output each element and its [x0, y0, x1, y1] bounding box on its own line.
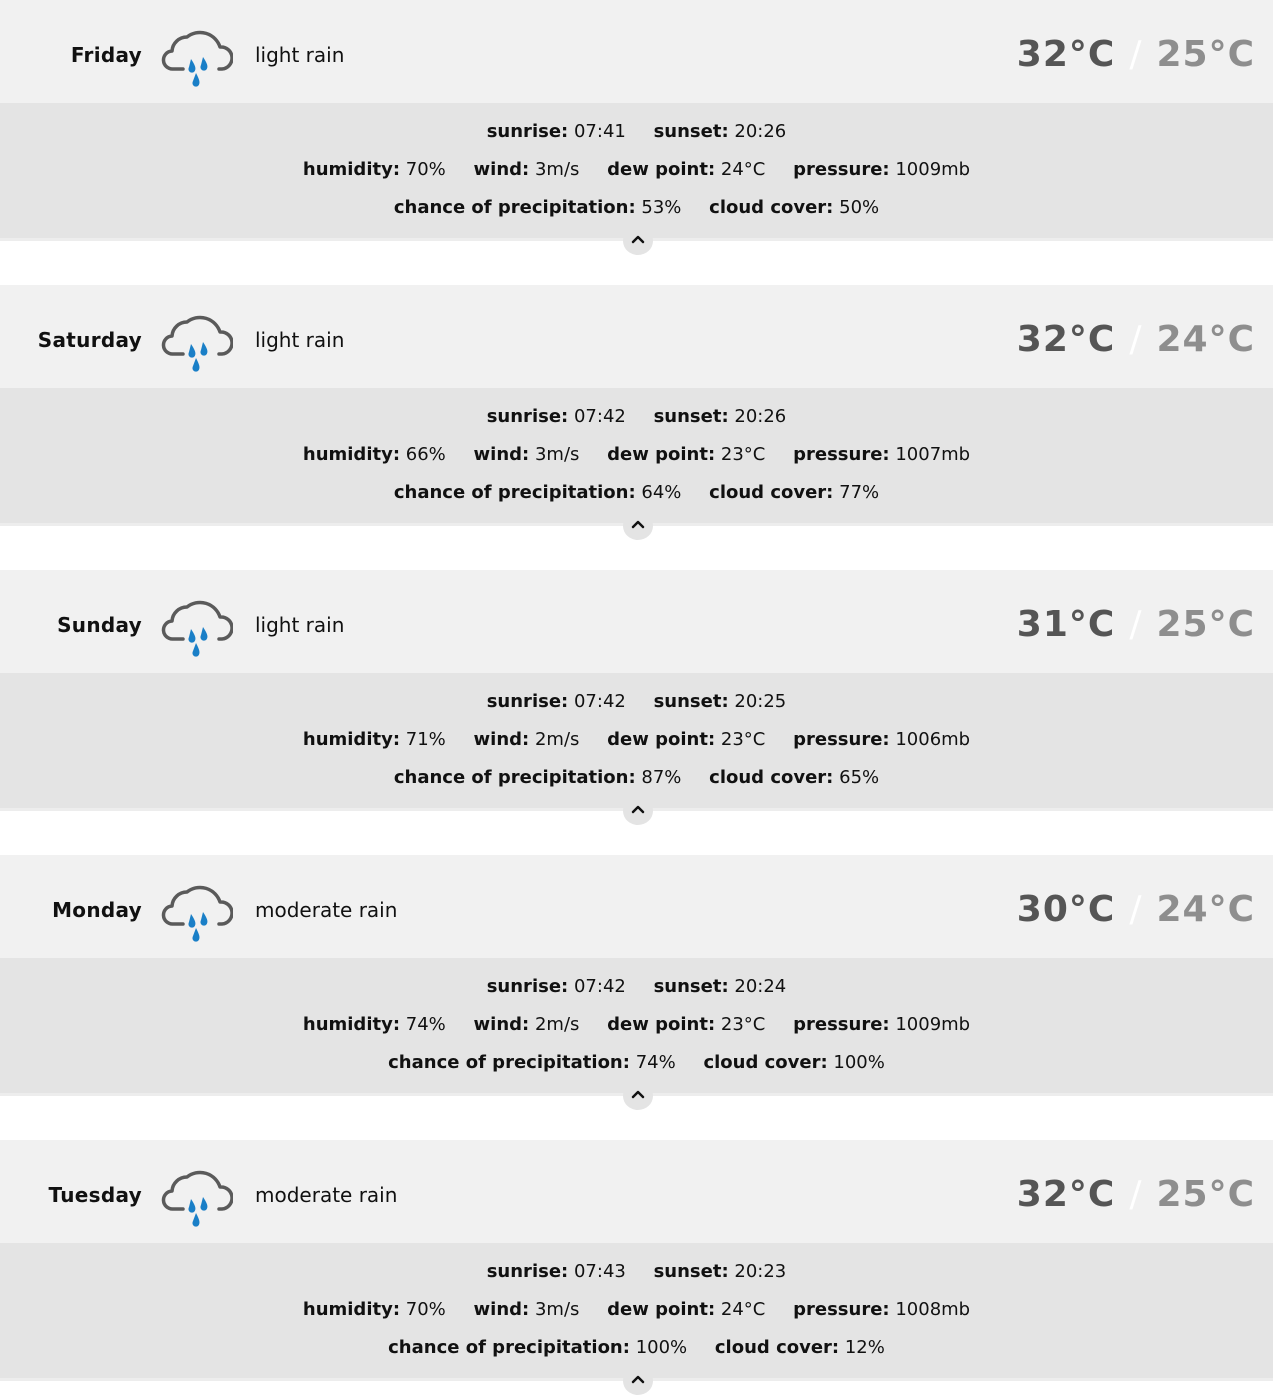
humidity-label: humidity: — [302, 159, 401, 180]
sunrise-item — [487, 976, 626, 997]
sunset-value: 20:26 — [734, 121, 787, 142]
precipitation-label: chance of precipitation: — [388, 1052, 630, 1073]
precipitation-item — [388, 1337, 687, 1358]
pressure-item — [793, 444, 970, 465]
cloud-cover-item — [715, 1337, 885, 1358]
cloud-cover-label: cloud cover: — [714, 1337, 840, 1358]
max-temperature: 31°C — [1016, 604, 1116, 645]
pressure-label: pressure: — [793, 159, 890, 180]
condition-text: light rain — [255, 613, 345, 637]
cloud-cover-item — [703, 1052, 884, 1073]
day-name: Saturday — [37, 328, 142, 352]
sunrise-label: sunrise: — [486, 1261, 569, 1282]
dew-point-item — [607, 1299, 765, 1320]
rain-cloud-icon — [161, 1165, 233, 1231]
sunrise-item — [487, 691, 626, 712]
sun-times-row — [0, 976, 1273, 997]
precipitation-item — [388, 1052, 676, 1073]
precipitation-value: 87% — [641, 767, 682, 788]
precipitation-row — [0, 482, 1273, 503]
dew-point-label: dew point: — [607, 159, 716, 180]
sunrise-label: sunrise: — [486, 121, 569, 142]
sun-times-row — [0, 1261, 1273, 1282]
pressure-value: 1006mb — [895, 729, 971, 750]
chevron-up-icon — [631, 519, 645, 529]
max-temperature: 32°C — [1016, 1174, 1116, 1215]
conditions-row — [0, 1299, 1273, 1320]
pressure-label: pressure: — [793, 729, 890, 750]
cloud-cover-label: cloud cover: — [709, 767, 834, 788]
sunrise-label: sunrise: — [486, 691, 569, 712]
wind-item — [474, 159, 580, 180]
sunset-label: sunset: — [653, 976, 729, 997]
precipitation-value: 100% — [635, 1337, 688, 1358]
sunrise-label: sunrise: — [486, 976, 569, 997]
pressure-label: pressure: — [793, 1299, 890, 1320]
pressure-value: 1009mb — [895, 159, 971, 180]
cloud-cover-value: 77% — [839, 482, 880, 503]
sunset-item — [654, 976, 787, 997]
sunset-value: 20:26 — [734, 406, 787, 427]
humidity-item — [303, 1014, 446, 1035]
precipitation-label: chance of precipitation: — [388, 1337, 630, 1358]
humidity-label: humidity: — [302, 1014, 401, 1035]
temperature-separator: / — [1129, 319, 1143, 360]
wind-value: 3m/s — [534, 159, 580, 180]
max-temperature: 30°C — [1016, 889, 1116, 930]
sun-times-row — [0, 406, 1273, 427]
precipitation-value: 64% — [641, 482, 682, 503]
conditions-row — [0, 159, 1273, 180]
sunrise-value: 07:41 — [573, 121, 626, 142]
wind-item — [474, 1299, 580, 1320]
humidity-value: 70% — [405, 159, 446, 180]
sunrise-value: 07:43 — [573, 1261, 626, 1282]
precipitation-value: 74% — [635, 1052, 676, 1073]
wind-item — [474, 729, 580, 750]
humidity-value: 71% — [405, 729, 446, 750]
humidity-label: humidity: — [302, 1299, 401, 1320]
conditions-row — [0, 444, 1273, 465]
sunrise-item — [487, 406, 626, 427]
temperature-range — [1017, 1140, 1255, 1243]
day-header[interactable] — [0, 855, 1273, 958]
sun-times-row — [0, 691, 1273, 712]
sunset-label: sunset: — [653, 121, 729, 142]
dew-point-item — [607, 444, 765, 465]
day-details — [0, 388, 1273, 526]
temperature-range — [1017, 570, 1255, 673]
pressure-item — [793, 1299, 970, 1320]
cloud-cover-value: 100% — [833, 1052, 885, 1073]
wind-label: wind: — [473, 729, 530, 750]
dew-point-label: dew point: — [607, 729, 716, 750]
cloud-cover-value: 12% — [844, 1337, 885, 1358]
day-header[interactable] — [0, 0, 1273, 103]
temperature-separator: / — [1129, 1174, 1143, 1215]
precipitation-item — [394, 482, 682, 503]
conditions-row — [0, 729, 1273, 750]
temperature-range — [1017, 0, 1255, 103]
wind-value: 2m/s — [534, 729, 580, 750]
collapse-toggle-button[interactable] — [623, 512, 653, 540]
sunset-item — [654, 121, 787, 142]
precipitation-item — [394, 767, 682, 788]
max-temperature: 32°C — [1016, 34, 1116, 75]
day-header[interactable] — [0, 570, 1273, 673]
dew-point-label: dew point: — [607, 444, 716, 465]
wind-item — [474, 1014, 580, 1035]
dew-point-label: dew point: — [607, 1014, 716, 1035]
day-header[interactable] — [0, 285, 1273, 388]
sunset-label: sunset: — [653, 406, 729, 427]
conditions-row — [0, 1014, 1273, 1035]
sunset-value: 20:24 — [734, 976, 787, 997]
precipitation-row — [0, 1052, 1273, 1073]
humidity-item — [303, 159, 446, 180]
sunrise-value: 07:42 — [573, 406, 626, 427]
sunset-value: 20:23 — [734, 1261, 787, 1282]
day-details — [0, 673, 1273, 811]
cloud-cover-label: cloud cover: — [709, 197, 834, 218]
pressure-item — [793, 159, 970, 180]
collapse-toggle-button[interactable] — [623, 797, 653, 825]
wind-label: wind: — [473, 1299, 530, 1320]
collapse-toggle-button[interactable] — [623, 227, 653, 255]
cloud-cover-label: cloud cover: — [703, 1052, 828, 1073]
cloud-cover-item — [709, 767, 879, 788]
precipitation-label: chance of precipitation: — [393, 767, 636, 788]
wind-value: 2m/s — [534, 1014, 580, 1035]
max-temperature: 32°C — [1016, 319, 1116, 360]
dew-point-value: 23°C — [720, 444, 766, 465]
chevron-up-icon — [631, 804, 645, 814]
sunrise-value: 07:42 — [573, 976, 626, 997]
cloud-cover-item — [709, 197, 879, 218]
sunrise-item — [487, 1261, 626, 1282]
sunset-item — [654, 691, 787, 712]
chevron-up-icon — [631, 1374, 645, 1384]
dew-point-value: 23°C — [720, 729, 766, 750]
day-name: Friday — [70, 43, 142, 67]
collapse-toggle-button[interactable] — [623, 1367, 653, 1395]
wind-value: 3m/s — [534, 444, 580, 465]
humidity-item — [303, 1299, 446, 1320]
sunset-item — [654, 1261, 787, 1282]
dew-point-value: 24°C — [720, 159, 766, 180]
dew-point-value: 24°C — [720, 1299, 766, 1320]
day-details — [0, 1243, 1273, 1381]
dew-point-item — [607, 159, 765, 180]
pressure-item — [793, 1014, 970, 1035]
day-name: Tuesday — [48, 1183, 142, 1207]
wind-value: 3m/s — [534, 1299, 580, 1320]
temperature-range — [1017, 855, 1255, 958]
cloud-cover-label: cloud cover: — [709, 482, 834, 503]
day-name: Sunday — [57, 613, 142, 637]
condition-text: light rain — [255, 43, 345, 67]
min-temperature: 25°C — [1156, 34, 1255, 75]
pressure-value: 1009mb — [895, 1014, 971, 1035]
precipitation-row — [0, 197, 1273, 218]
dew-point-item — [607, 729, 765, 750]
humidity-item — [303, 729, 446, 750]
precipitation-row — [0, 1337, 1273, 1358]
condition-text: moderate rain — [255, 898, 398, 922]
precipitation-label: chance of precipitation: — [393, 197, 636, 218]
sun-times-row — [0, 121, 1273, 142]
cloud-cover-item — [709, 482, 879, 503]
chevron-up-icon — [631, 1089, 645, 1099]
min-temperature: 25°C — [1156, 604, 1255, 645]
sunset-label: sunset: — [653, 1261, 729, 1282]
cloud-cover-value: 50% — [839, 197, 880, 218]
chevron-up-icon — [631, 234, 645, 244]
temperature-separator: / — [1129, 604, 1143, 645]
temperature-separator: / — [1129, 889, 1143, 930]
day-details — [0, 103, 1273, 241]
wind-label: wind: — [473, 444, 530, 465]
pressure-label: pressure: — [793, 444, 890, 465]
collapse-toggle-button[interactable] — [623, 1082, 653, 1110]
day-name: Monday — [52, 898, 142, 922]
wind-item — [474, 444, 580, 465]
humidity-label: humidity: — [302, 729, 401, 750]
sunset-label: sunset: — [653, 691, 729, 712]
precipitation-value: 53% — [641, 197, 682, 218]
condition-text: light rain — [255, 328, 345, 352]
sunrise-value: 07:42 — [573, 691, 626, 712]
rain-cloud-icon — [161, 310, 233, 376]
min-temperature: 24°C — [1156, 319, 1255, 360]
precipitation-row — [0, 767, 1273, 788]
temperature-separator: / — [1129, 34, 1143, 75]
humidity-value: 66% — [405, 444, 446, 465]
sunrise-label: sunrise: — [486, 406, 569, 427]
day-details — [0, 958, 1273, 1096]
cloud-cover-value: 65% — [839, 767, 880, 788]
rain-cloud-icon — [161, 25, 233, 91]
precipitation-label: chance of precipitation: — [393, 482, 636, 503]
min-temperature: 24°C — [1156, 889, 1255, 930]
day-header[interactable] — [0, 1140, 1273, 1243]
humidity-label: humidity: — [302, 444, 401, 465]
pressure-value: 1008mb — [895, 1299, 971, 1320]
humidity-value: 70% — [405, 1299, 446, 1320]
dew-point-item — [607, 1014, 765, 1035]
wind-label: wind: — [473, 1014, 530, 1035]
min-temperature: 25°C — [1156, 1174, 1255, 1215]
pressure-item — [793, 729, 970, 750]
dew-point-label: dew point: — [607, 1299, 716, 1320]
condition-text: moderate rain — [255, 1183, 398, 1207]
precipitation-item — [394, 197, 682, 218]
rain-cloud-icon — [161, 880, 233, 946]
wind-label: wind: — [473, 159, 530, 180]
rain-cloud-icon — [161, 595, 233, 661]
dew-point-value: 23°C — [720, 1014, 766, 1035]
sunset-item — [654, 406, 787, 427]
pressure-value: 1007mb — [895, 444, 971, 465]
pressure-label: pressure: — [793, 1014, 890, 1035]
humidity-item — [303, 444, 446, 465]
sunrise-item — [487, 121, 626, 142]
temperature-range — [1017, 285, 1255, 388]
humidity-value: 74% — [405, 1014, 446, 1035]
sunset-value: 20:25 — [734, 691, 787, 712]
